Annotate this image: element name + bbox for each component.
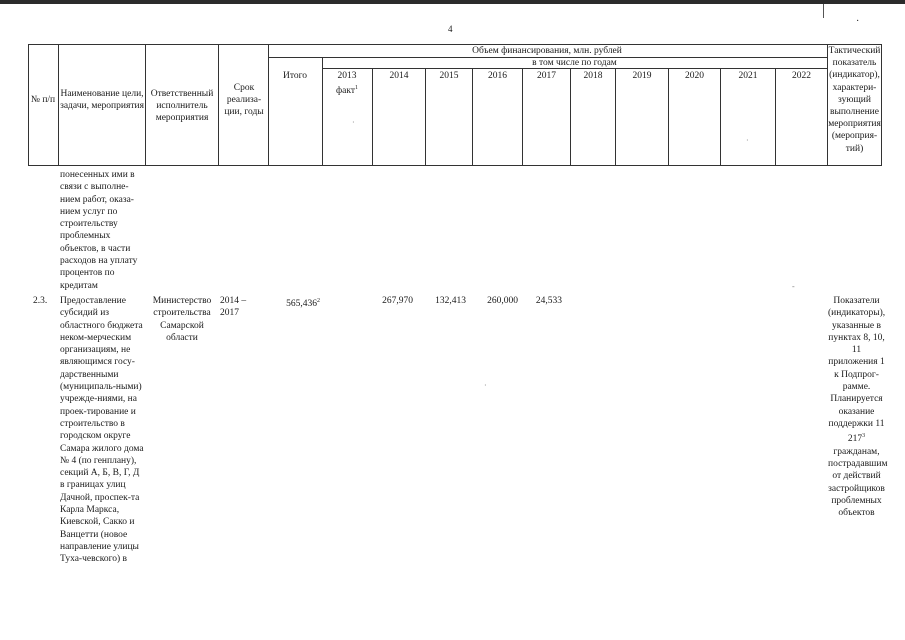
col-border-2016 [522,68,523,166]
row-responsible: Министерство строительства Самарской области [152,296,212,343]
header-year-2016: 2016 [488,71,507,81]
header-total: Итого [282,71,308,81]
row-2017: 24,533 [535,296,562,306]
row-total-value: 565,436 [286,299,317,310]
year-2013-label: 2013 [337,71,357,81]
row-name: Предоставление субсидий из областного бюджета неком-мерческим организациям, не являющимся госу-дарственными (муниципаль-ными) учрежде-ниями, на проек-тирование и строительство в городском округе Самара жилого дома № 4 (по генплану), секций А, Б, В, Г, Д в границах улиц Дачной, проспек-та Карла Маркса, Киевской, Сакко и Ванцетти (новое направление улицы Туха-чевского) в [60,296,144,565]
header-responsible: Ответственный исполнитель мероприятия [150,89,214,123]
row-2016: 260,000 [487,296,518,306]
header-year-2015: 2015 [439,71,459,81]
row-total [270,295,320,310]
col-border-2013 [372,68,373,166]
header-num: № п/п [30,95,56,105]
continued-name-text: понесенных ими в связи с выполне-нием работ, оказа-нием услуг по строительству проблемных объектов, в части расходов на уплату процентов по кредитам [60,170,138,291]
year-2013-footnote: 1 [355,85,358,91]
col-border-2021 [775,68,776,166]
col-border-right [881,44,882,166]
row-2015: 132,413 [435,296,466,306]
header-bottom-line [28,165,882,166]
scan-mark: · [352,118,355,127]
row-total-footnote: 2 [317,298,320,304]
header-by-years: в том числе по годам [532,58,617,68]
header-year-2019: 2019 [632,71,652,81]
year-2013-note: факт [335,86,355,97]
col-border-2017 [570,68,571,166]
row-2014: 267,970 [382,296,413,306]
header-year-2021: 2021 [738,71,758,81]
header-indicator: Тактический показатель (индикатор), характери-зующий выполнение мероприятия (мероприя-тий) [828,46,881,154]
scan-mark: · [484,381,487,390]
col-border-2020 [720,68,721,166]
col-border-2018 [615,68,616,166]
row-indicator-text-a: Показатели (индикаторы), указанные в пунктах 8, 10, 11 приложения 1 к Подпрог-рамме. Планируется оказание поддержки 11 217 [828,296,886,445]
header-year-2017: 2017 [537,71,556,81]
header-year-2018: 2018 [583,71,603,81]
col-border-left [28,44,29,166]
header-year-2013 [322,70,372,97]
header-year-2022: 2022 [792,71,811,81]
col-border-2019 [668,68,669,166]
col-border-num [58,44,59,166]
header-name: Наименование цели, задачи, мероприятия [60,89,144,111]
page-number: 4 [448,24,453,34]
row-indicator-footnote: 3 [862,433,866,440]
scan-dot: · [856,16,860,27]
col-border-2014 [425,68,426,166]
col-border-term [268,44,269,166]
row-indicator [828,295,888,520]
header-funding: Объем финансирования, млн. рублей [472,46,622,56]
row-term: 2014 – 2017 [220,296,247,319]
scan-mark: · [746,136,749,145]
top-border [0,0,905,4]
row-indicator-text-b: гражданам, пострадавшим от действий застройщиков проблемных объектов [828,446,888,519]
row-number: 2.3. [33,296,48,306]
header-term: Срок реализа-ции, годы [224,83,264,117]
corner-mark [823,4,824,18]
header-year-2014: 2014 [389,71,409,81]
scan-mark: - [792,282,795,291]
col-border-2015 [472,68,473,166]
header-year-2020: 2020 [685,71,704,81]
col-border-resp [218,44,219,166]
